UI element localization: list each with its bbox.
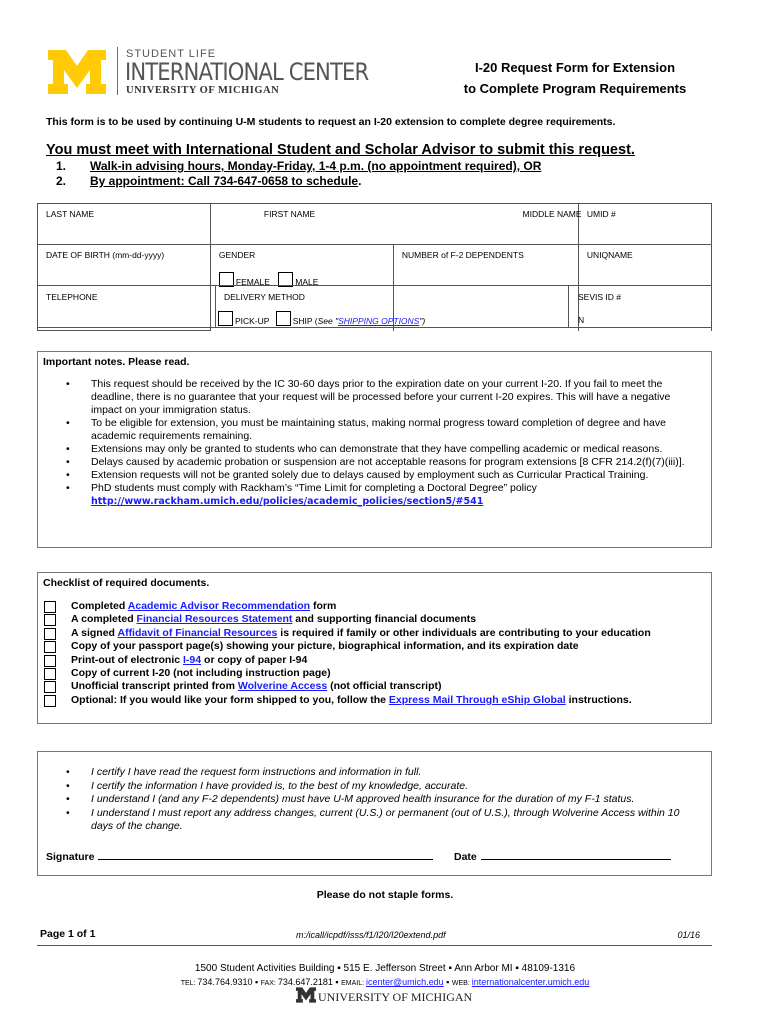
checklist-checkbox[interactable] bbox=[44, 668, 56, 680]
footer-michigan-logo-icon bbox=[296, 987, 316, 1003]
signature-line[interactable] bbox=[98, 849, 433, 860]
step-item bbox=[56, 174, 541, 189]
last-name-field[interactable] bbox=[38, 204, 211, 245]
notes-list bbox=[38, 378, 711, 508]
advisor-recommendation-link[interactable]: Academic Advisor Recommendation bbox=[127, 600, 311, 612]
list-item: • I understand I (and any F-2 dependents) must have U-M approved health insurance for the duration of my F-1 status. bbox=[38, 793, 711, 807]
item-text: and supporting financial documents bbox=[292, 613, 477, 626]
eship-global-link[interactable]: Express Mail Through eShip Global bbox=[388, 693, 566, 706]
signature-field bbox=[46, 849, 433, 863]
pickup-label: PICK-UP bbox=[235, 316, 270, 326]
date-line[interactable] bbox=[481, 849, 671, 860]
form-title-line1: I-20 Request Form for Extension bbox=[474, 60, 676, 75]
item-text: or copy of paper I-94 bbox=[201, 653, 308, 666]
step-item bbox=[56, 159, 541, 174]
affidavit-link[interactable]: Affidavit of Financial Resources bbox=[117, 626, 278, 639]
form-title-line2: to Complete Program Requirements bbox=[463, 81, 687, 96]
item-text: instructions. bbox=[565, 693, 632, 706]
form-title bbox=[445, 57, 705, 99]
middle-name-label: MIDDLE NAME bbox=[522, 209, 582, 219]
footer-contact: TEL: 734.764.9310 ▪ FAX: 734.647.2181 ▪ EMAIL: icenter@umich.edu ▪ WEB: internationalcenter.umich.edu bbox=[180, 977, 590, 987]
telephone-field[interactable] bbox=[46, 292, 98, 302]
list-item bbox=[38, 482, 711, 508]
footer-divider bbox=[37, 945, 712, 946]
dob-label: DATE OF BIRTH (mm-dd-yyyy) bbox=[46, 250, 165, 260]
checklist-checkbox[interactable] bbox=[44, 655, 56, 667]
contact-delivery-row bbox=[37, 285, 712, 328]
wolverine-access-link[interactable]: Wolverine Access bbox=[237, 680, 328, 693]
sevis-label: SEVIS ID # bbox=[578, 292, 621, 302]
phd-policy-text: PhD students must comply with Rackham’s “Time Limit for completing a Doctoral Degree” policy bbox=[91, 482, 537, 494]
checklist-item bbox=[38, 654, 711, 667]
item-text: A completed bbox=[71, 613, 137, 626]
logo-international-center: INTERNATIONAL CENTER bbox=[125, 58, 369, 86]
male-label: MALE bbox=[295, 277, 319, 287]
footer-university: UNIVERSITY OF MICHIGAN bbox=[318, 990, 473, 1004]
list-item: • I certify the information I have provided is, to the best of my knowledge, accurate. bbox=[38, 780, 711, 794]
item-text: Print-out of electronic bbox=[71, 653, 184, 666]
email-label: EMAIL: bbox=[341, 980, 366, 987]
checklist-box bbox=[37, 572, 712, 724]
checklist-heading: Checklist of required documents. bbox=[43, 577, 210, 589]
delivery-method-label: DELIVERY METHOD bbox=[224, 292, 305, 302]
certification-box bbox=[37, 751, 712, 876]
notes-heading: Important notes. Please read. bbox=[43, 356, 190, 368]
umid-field[interactable] bbox=[578, 204, 711, 245]
item-text: form bbox=[310, 600, 337, 612]
ship-label: SHIP ( bbox=[292, 316, 318, 326]
first-name-label: FIRST NAME bbox=[263, 209, 316, 219]
last-name-label: LAST NAME bbox=[46, 209, 95, 219]
list-item: • To be eligible for extension, you must be maintaining status, making normal progress toward completion of degree and have academic requirements remaining. bbox=[38, 417, 711, 443]
logo-divider bbox=[117, 47, 118, 95]
financial-statement-link[interactable]: Financial Resources Statement bbox=[136, 613, 293, 626]
date-field bbox=[454, 849, 671, 863]
step-number: 2. bbox=[56, 174, 67, 188]
file-path: m:/icall/icpdf/isss/f1/I20/I20extend.pdf bbox=[296, 930, 446, 940]
list-item: • Delays caused by academic probation or suspension are not acceptable reasons for program extensions [8 CFR 214.2(f)(7)(iii)]. bbox=[38, 456, 711, 469]
certification-list bbox=[38, 766, 711, 834]
female-label: FEMALE bbox=[235, 277, 270, 287]
ship-checkbox[interactable] bbox=[276, 311, 291, 326]
email-link[interactable]: icenter@umich.edu bbox=[365, 977, 444, 987]
checklist-items bbox=[38, 600, 711, 707]
sevis-field[interactable] bbox=[578, 292, 621, 302]
list-item: • I certify I have read the request form instructions and information in full. bbox=[38, 766, 711, 780]
list-item: • I understand I must report any address changes, current (U.S.) or permanent (out of U.S.), through Wolverine Access within 10 days of the change. bbox=[38, 807, 711, 834]
staple-notice: Please do not staple forms. bbox=[316, 889, 454, 901]
sevis-value: N bbox=[578, 315, 585, 325]
important-notes-box bbox=[37, 351, 712, 548]
footer-address: 1500 Student Activities Building ▪ 515 E. Jefferson Street ▪ Ann Arbor MI ▪ 48109-1316 bbox=[194, 963, 576, 974]
checklist-checkbox[interactable] bbox=[44, 681, 56, 693]
date-label: Date bbox=[454, 851, 477, 863]
cell-divider bbox=[215, 286, 216, 327]
ship-post: ") bbox=[419, 316, 426, 326]
logo-university: UNIVERSITY OF MICHIGAN bbox=[126, 85, 280, 96]
list-item: • This request should be received by the IC 30-60 days prior to the expiration date on your current I-20. If you fail to meet the deadline, there is no guarantee that your request will be processed before your current I-20 expires. This will have a negative impact on your immigration status. bbox=[38, 378, 711, 417]
item-text: Copy of your passport page(s) showing your picture, biographical information, and its expiration date bbox=[71, 640, 579, 653]
checklist-item bbox=[38, 600, 711, 613]
web-label: WEB: bbox=[451, 980, 472, 987]
appointment-steps bbox=[56, 159, 541, 189]
item-text: A signed bbox=[71, 626, 118, 639]
checklist-item bbox=[38, 680, 711, 693]
list-item: • Extension requests will not be granted solely due to delays caused by employment such as Curricular Practical Training. bbox=[38, 469, 711, 482]
list-item: • Extensions may only be granted to students who can demonstrate that they have compelling academic or medical reasons. bbox=[38, 443, 711, 456]
delivery-options bbox=[218, 311, 425, 326]
item-text: Unofficial transcript printed from bbox=[71, 680, 238, 693]
checklist-item bbox=[38, 627, 711, 640]
checklist-item bbox=[38, 613, 711, 626]
checklist-item bbox=[38, 694, 711, 707]
checklist-checkbox[interactable] bbox=[44, 601, 56, 613]
checklist-item bbox=[38, 667, 711, 680]
shipping-options-link[interactable]: SHIPPING OPTIONS bbox=[338, 316, 420, 326]
uniqname-label: UNIQNAME bbox=[586, 250, 633, 260]
web-link[interactable]: internationalcenter.umich.edu bbox=[471, 977, 590, 987]
step-text: By appointment: Call 734-647-0658 to schedule bbox=[90, 174, 359, 188]
logo-student-life: STUDENT LIFE bbox=[126, 48, 217, 60]
step-text: Walk-in advising hours, Monday-Friday, 1-4 p.m. (no appointment required), OR bbox=[90, 159, 542, 173]
intro-text: This form is to be used by continuing U-M students to request an I-20 extension to complete degree requirements. bbox=[46, 116, 616, 128]
step-number: 1. bbox=[56, 159, 67, 173]
item-text: (not official transcript) bbox=[327, 680, 442, 693]
form-version: 01/16 bbox=[677, 930, 700, 940]
dependents-label: NUMBER of F-2 DEPENDENTS bbox=[401, 250, 524, 260]
fax-value: 734.647.2181 bbox=[277, 977, 333, 987]
page-number: Page 1 of 1 bbox=[40, 928, 96, 940]
pickup-checkbox[interactable] bbox=[218, 311, 233, 326]
umid-label: UMID # bbox=[586, 209, 616, 219]
cell-divider bbox=[568, 286, 569, 327]
gender-label: GENDER bbox=[218, 250, 256, 260]
checklist-checkbox[interactable] bbox=[44, 628, 56, 640]
item-text: Optional: If you would like your form shipped to you, follow the bbox=[71, 693, 389, 706]
item-text: is required if family or other individuals are contributing to your education bbox=[277, 626, 651, 639]
i94-link[interactable]: I-94 bbox=[183, 653, 202, 666]
first-name-field[interactable] bbox=[210, 204, 582, 245]
rackham-policy-link[interactable]: http://www.rackham.umich.edu/policies/academic_policies/section5/#541 bbox=[91, 496, 484, 507]
item-text: Copy of current I-20 (not including instruction page) bbox=[71, 667, 331, 680]
checklist-item bbox=[38, 640, 711, 653]
step-tail: . bbox=[358, 174, 362, 188]
meet-advisor-heading: You must meet with International Student and Scholar Advisor to submit this request. bbox=[46, 142, 635, 158]
ship-see: See " bbox=[317, 316, 339, 326]
signature-label: Signature bbox=[46, 851, 95, 863]
tel-value: 734.764.9310 bbox=[197, 977, 253, 987]
item-text: Completed bbox=[71, 600, 128, 612]
tel-label: TEL: bbox=[180, 980, 198, 987]
checklist-checkbox[interactable] bbox=[44, 695, 56, 707]
checklist-checkbox[interactable] bbox=[44, 614, 56, 626]
fax-label: FAX: bbox=[260, 980, 278, 987]
telephone-label: TELEPHONE bbox=[46, 292, 98, 302]
university-michigan-logo-icon bbox=[48, 50, 106, 94]
checklist-checkbox[interactable] bbox=[44, 641, 56, 653]
